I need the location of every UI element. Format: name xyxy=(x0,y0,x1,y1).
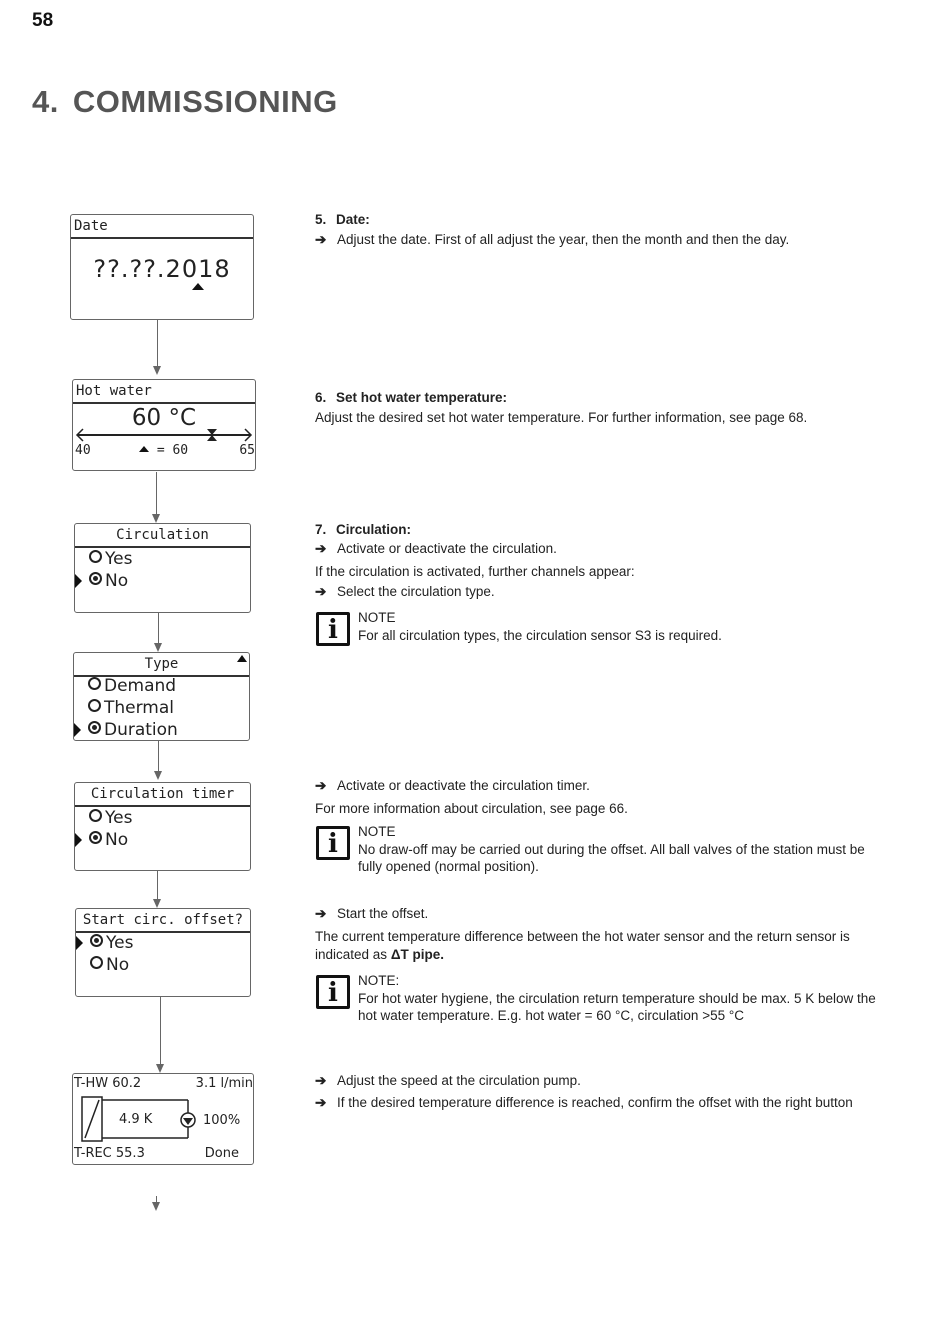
done-button[interactable]: Done xyxy=(204,1146,239,1161)
note-text: fully opened (normal position). xyxy=(358,859,539,874)
arrow-right-icon: ➔ xyxy=(315,778,327,793)
flow-rate: 3.1 l/min xyxy=(195,1076,253,1091)
arrow-right-icon: ➔ xyxy=(315,1073,327,1088)
pump-speed: 100% xyxy=(203,1113,241,1128)
offset-text-1: The current temperature difference between the hot water sensor and the return sensor is xyxy=(315,929,850,944)
option-label: No xyxy=(105,830,129,850)
cursor-icon xyxy=(74,723,81,737)
circulation-screen xyxy=(74,523,251,613)
page-number: 58 xyxy=(32,10,54,31)
caret-up-icon xyxy=(139,446,149,452)
scale-min: 40 xyxy=(75,443,91,458)
scale-max: 65 xyxy=(239,443,255,458)
flow-connector xyxy=(160,997,161,1064)
radio-off-icon xyxy=(88,699,101,712)
screen-header: Start circ. offset? xyxy=(76,909,250,933)
caret-up-icon xyxy=(192,283,204,290)
arrow-right-icon: ➔ xyxy=(315,584,327,599)
option-no[interactable] xyxy=(90,955,129,975)
radio-off-icon xyxy=(89,809,102,822)
type-screen xyxy=(73,652,250,741)
date-screen xyxy=(70,214,254,320)
delta-t: 4.9 K xyxy=(119,1112,153,1127)
radio-off-icon xyxy=(88,677,101,690)
arrow-down-icon xyxy=(154,643,162,652)
scroll-up-icon xyxy=(237,655,247,662)
flow-connector xyxy=(157,871,158,899)
option-label: No xyxy=(105,571,129,591)
screen-header: Type xyxy=(74,653,249,677)
arrow-right-icon: ➔ xyxy=(315,232,327,247)
arrow-down-icon xyxy=(152,1202,160,1211)
arrow-down-icon xyxy=(152,514,160,523)
option-yes[interactable] xyxy=(89,808,132,828)
radio-on-icon xyxy=(88,721,101,734)
set-value xyxy=(139,443,188,458)
offset-action: ➔ Start the offset. xyxy=(315,906,429,921)
arrow-down-icon xyxy=(153,899,161,908)
set-value-text: = 60 xyxy=(156,443,189,458)
note-block xyxy=(358,972,876,1025)
step-7-text: If the circulation is activated, further channels appear: xyxy=(315,564,635,579)
option-label: Demand xyxy=(104,676,177,696)
cursor-icon xyxy=(75,833,82,847)
info-icon: i xyxy=(316,612,350,646)
start-offset-screen xyxy=(75,908,251,997)
option-label: Yes xyxy=(105,549,133,569)
cursor-icon xyxy=(75,574,82,588)
run-action-2: ➔ If the desired temperature difference is reached, confirm the offset with the right button xyxy=(315,1095,853,1110)
chapter-heading: COMMISSIONING xyxy=(72,84,338,119)
note-label: NOTE xyxy=(358,824,396,839)
note-label: NOTE: xyxy=(358,973,400,988)
arrow-right-icon: ➔ xyxy=(315,906,327,921)
step-6-text: Adjust the desired set hot water temperature. For further information, see page 68. xyxy=(315,410,808,425)
screen-header: Circulation xyxy=(75,524,250,548)
flow-connector xyxy=(157,320,158,366)
option-label: Duration xyxy=(104,720,178,740)
radio-off-icon xyxy=(89,550,102,563)
step-5-heading: 5. Date: xyxy=(315,212,370,227)
flow-connector xyxy=(158,741,159,771)
radio-off-icon xyxy=(90,956,103,969)
step-7-action-2: ➔ Select the circulation type. xyxy=(315,584,495,599)
option-yes[interactable] xyxy=(90,933,133,953)
hot-water-temp: T-HW 60.2 xyxy=(74,1076,142,1091)
option-label: Yes xyxy=(105,808,133,828)
timer-action: ➔ Activate or deactivate the circulation timer. xyxy=(315,778,590,793)
offset-text-2: indicated as ΔT pipe. xyxy=(315,947,445,962)
info-icon: i xyxy=(316,975,350,1009)
arrow-right-icon: ➔ xyxy=(315,541,327,556)
screen-header: Date xyxy=(71,215,253,239)
step-7-heading: 7. Circulation: xyxy=(315,522,412,537)
option-no[interactable] xyxy=(89,571,128,591)
info-icon: i xyxy=(316,826,350,860)
flow-connector xyxy=(156,472,157,514)
run-action-1: ➔ Adjust the speed at the circulation pump. xyxy=(315,1073,581,1088)
step-5-action: ➔ Adjust the date. First of all adjust the year, then the month and then the day. xyxy=(315,232,790,247)
radio-on-icon xyxy=(89,572,102,585)
note-label: NOTE xyxy=(358,610,396,625)
option-duration[interactable] xyxy=(88,720,178,740)
return-temp: T-REC 55.3 xyxy=(74,1146,145,1161)
note-text: hot water temperature. E.g. hot water = 60 °C, circulation >55 °C xyxy=(358,1008,744,1023)
step-6-heading: 6. Set hot water temperature: xyxy=(315,390,508,405)
note-block xyxy=(358,609,722,644)
option-no[interactable] xyxy=(89,830,128,850)
offset-run-screen xyxy=(72,1073,254,1165)
cursor-icon xyxy=(76,936,83,950)
circulation-timer-screen xyxy=(74,782,251,871)
radio-on-icon xyxy=(89,831,102,844)
chapter-title xyxy=(32,84,338,120)
temperature-value: 60 °C xyxy=(131,405,197,431)
step-7-action-1: ➔ Activate or deactivate the circulation. xyxy=(315,541,557,556)
option-yes[interactable] xyxy=(89,549,132,569)
screen-header: Circulation timer xyxy=(75,783,250,807)
date-value: ??.??.2018 xyxy=(93,255,231,283)
radio-on-icon xyxy=(90,934,103,947)
option-demand[interactable] xyxy=(88,676,176,696)
option-thermal[interactable] xyxy=(88,698,174,718)
note-text: No draw-off may be carried out during the offset. All ball valves of the station must be xyxy=(358,841,865,857)
option-label: No xyxy=(106,955,130,975)
timer-text: For more information about circulation, see page 66. xyxy=(315,801,628,816)
note-text: For hot water hygiene, the circulation return temperature should be max. 5 K below the xyxy=(358,990,876,1006)
arrow-down-icon xyxy=(153,366,161,375)
hot-water-screen xyxy=(72,379,256,471)
arrow-right-icon: ➔ xyxy=(315,1095,327,1110)
screen-header: Hot water xyxy=(73,380,255,404)
flow-connector xyxy=(158,613,159,643)
option-label: Thermal xyxy=(104,698,175,718)
chapter-number: 4. xyxy=(32,84,59,119)
option-label: Yes xyxy=(106,933,134,953)
note-block xyxy=(358,823,865,876)
temperature-scale xyxy=(73,426,255,444)
arrow-down-icon xyxy=(156,1064,164,1073)
note-text: For all circulation types, the circulation sensor S3 is required. xyxy=(358,627,722,643)
arrow-down-icon xyxy=(154,771,162,780)
